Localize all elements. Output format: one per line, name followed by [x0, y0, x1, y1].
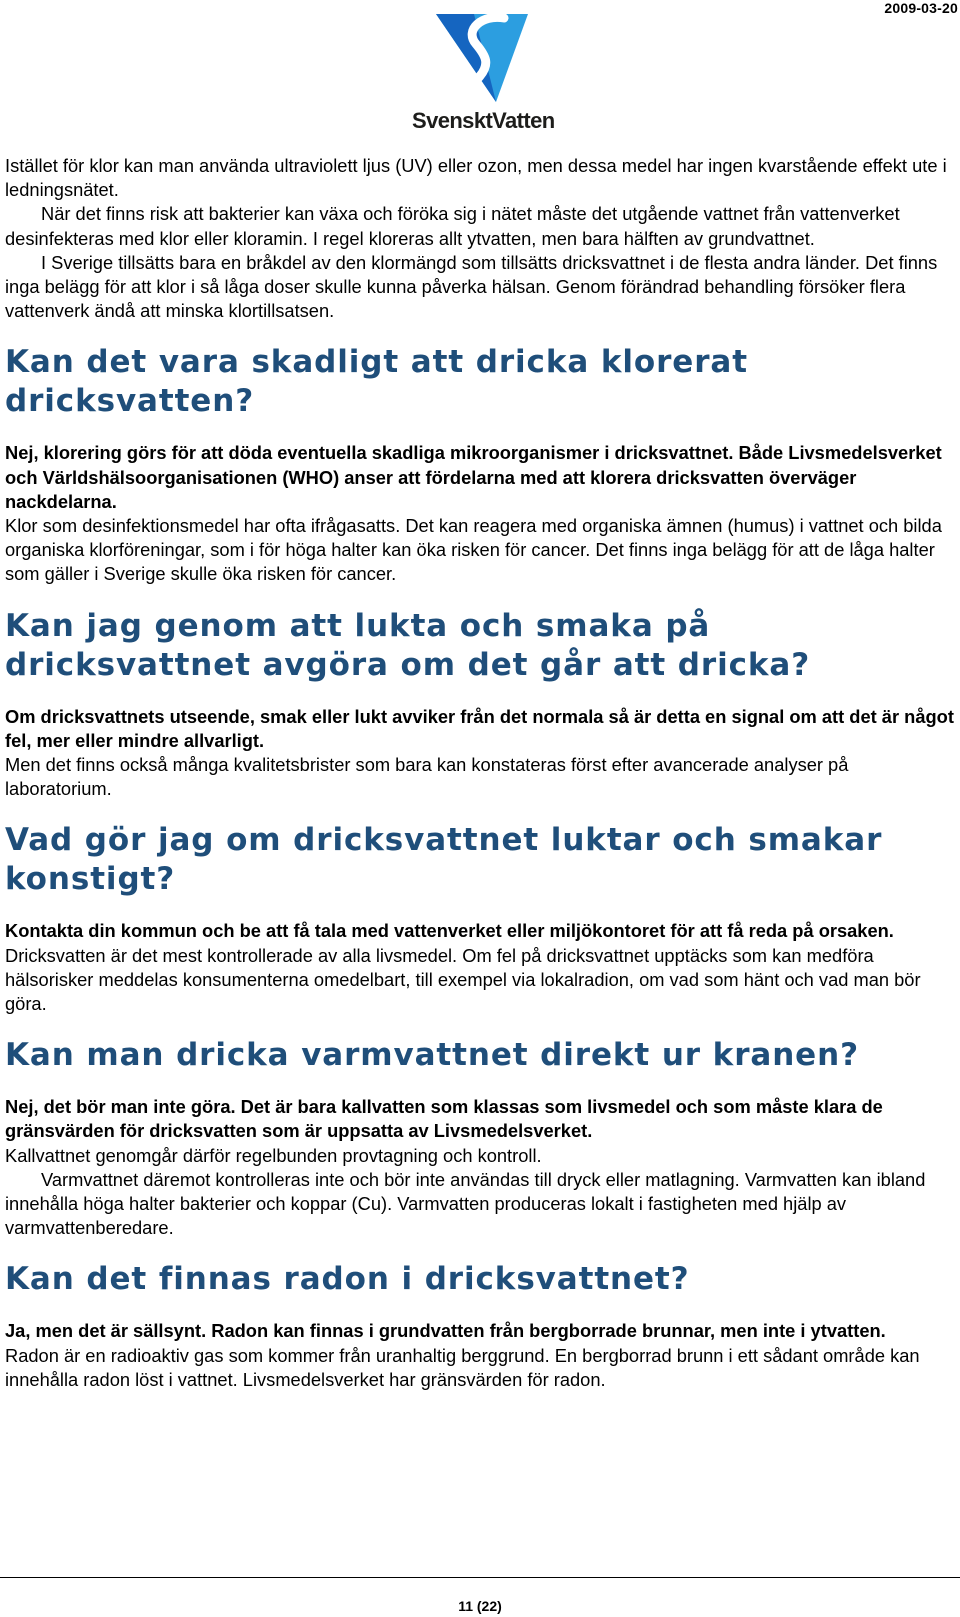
section-body-hot-water-2: Varmvattnet däremot kontrolleras inte och bör inte användas till dryck eller matlagning. Varmvatten kan ibland innehålla höga halter bakterier och koppar (Cu). Varmvatten produceras lokalt i fastigheten med hjälp av varmvattenberedare. — [5, 1168, 926, 1239]
section-body-radon: Radon är en radioaktiv gas som kommer från uranhaltig berggrund. En bergborrad brunn i ett sådant område kan innehålla radon löst i vattnet. Livsmedelsverket har gränsvärden för radon. — [5, 1344, 920, 1390]
section-lead-chlorinated-water: Nej, klorering görs för att döda eventuella skadliga mikroorganismer i dricksvattnet. Både Livsmedelsverket och Världshälsoorganisationen (WHO) anser att fördelarna med att klorera dricksvatten överväger nackdelarna. — [5, 442, 942, 512]
section-heading-strange-taste: Vad gör jag om dricksvattnet luktar och smakar konstigt? — [5, 822, 883, 898]
page-content — [5, 154, 955, 1392]
intro-paragraph-2: När det finns risk att bakterier kan växa och föröka sig i nätet måste det utgående vattnet från vattenverket desinfekteras med klor eller kloramin. I regel kloreras allt ytvatten, men bara hälften av grundvattnet. — [5, 203, 900, 249]
section-lead-smell-taste: Om dricksvattnets utseende, smak eller lukt avviker från det normala så är detta en signal om att det är något fel, mer eller mindre allvarligt. — [5, 705, 954, 751]
section-heading-chlorinated-water: Kan det vara skadligt att dricka klorerat dricksvatten? — [5, 344, 748, 420]
logo-text: SvensktVatten — [412, 108, 555, 133]
section-body-chlorinated-water: Klor som desinfektionsmedel har ofta ifrågasatts. Det kan reagera med organiska ämnen (humus) i vattnet och bilda organiska klorföreningar, som i för höga halter kan öka risken för cancer. Det finns inga belägg för att de låga halter som gäller i Sverige skulle öka risken för cancer. — [5, 515, 942, 585]
section-lead-hot-water: Nej, det bör man inte göra. Det är bara kallvatten som klassas som livsmedel och som måste klara de gränsvärden för dricksvatten som är uppsatta av Livsmedelsverket. — [5, 1096, 883, 1142]
page-number: 11 (22) — [458, 1598, 502, 1614]
section-body-smell-taste: Men det finns också många kvalitetsbrister som bara kan konstateras först efter avancerade analyser på laboratorium. — [5, 754, 849, 800]
page-date: 2009-03-20 — [884, 0, 958, 16]
intro-paragraph-1: Istället för klor kan man använda ultraviolett ljus (UV) eller ozon, men dessa medel har ingen kvarstående effekt ute i ledningsnätet. — [5, 155, 947, 201]
section-lead-radon: Ja, men det är sällsynt. Radon kan finnas i grundvatten från bergborrade brunnar, men inte i ytvatten. — [5, 1320, 886, 1342]
svenskt-vatten-logo — [412, 12, 555, 136]
section-heading-smell-taste: Kan jag genom att lukta och smaka på dricksvattnet avgöra om det går att dricka? — [5, 607, 811, 683]
section-lead-strange-taste: Kontakta din kommun och be att få tala med vattenverket eller miljökontoret för att få reda på orsaken. — [5, 920, 894, 942]
svenskt-vatten-logo-icon — [434, 12, 530, 104]
footer-divider — [0, 1577, 960, 1578]
section-body-hot-water: Kallvattnet genomgår därför regelbunden provtagning och kontroll. — [5, 1144, 542, 1166]
intro-paragraph-3: I Sverige tillsätts bara en bråkdel av den klormängd som tillsätts dricksvattnet i de flesta andra länder. Det finns inga belägg för att klor i så låga doser skulle kunna påverka hälsan. Genom förändrad behandling försöker flera vattenverk ändå att minska klortillsatsen. — [5, 251, 938, 322]
section-heading-radon: Kan det finnas radon i dricksvattnet? — [5, 1261, 690, 1298]
section-heading-hot-water: Kan man dricka varmvattnet direkt ur kranen? — [5, 1037, 859, 1074]
section-body-strange-taste: Dricksvatten är det mest kontrollerade av alla livsmedel. Om fel på dricksvattnet upptäcks som kan medföra hälsorisker meddelas konsumenterna omedelbart, till exempel via lokalradion, om vad som hänt och vad man bör göra. — [5, 944, 921, 1015]
